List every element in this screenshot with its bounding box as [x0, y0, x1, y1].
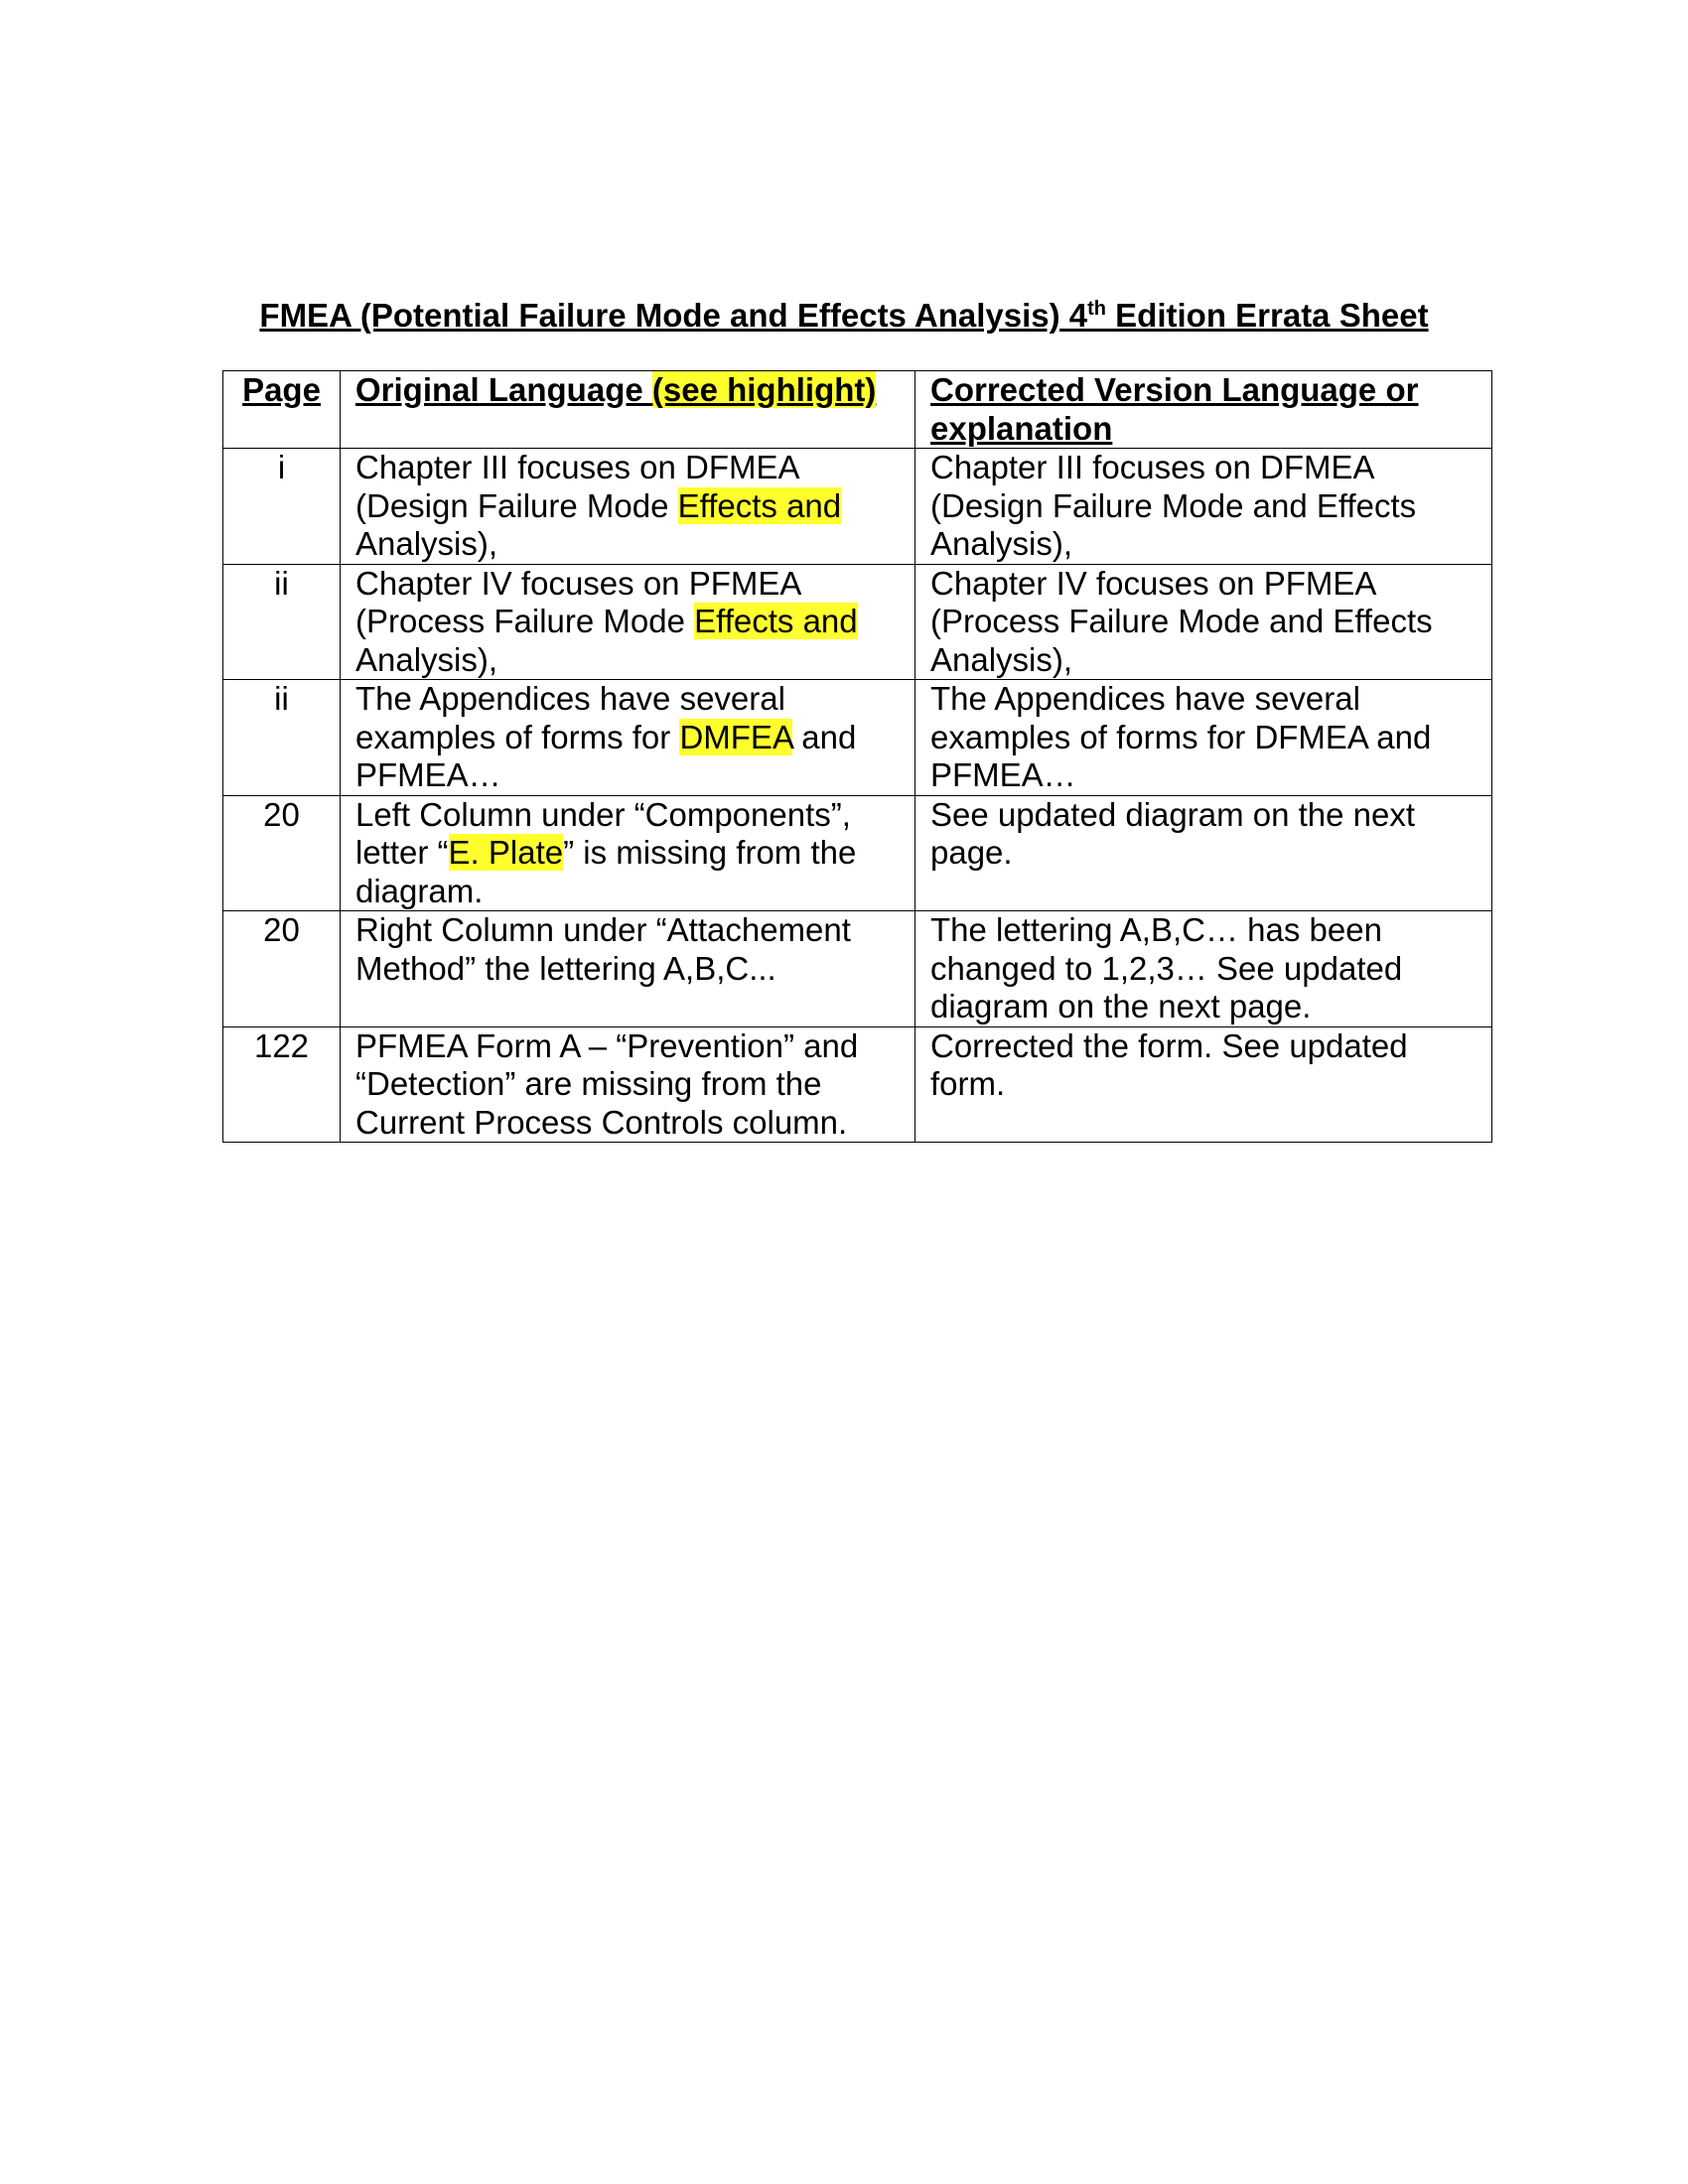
row-corrected-language: The lettering A,B,C… has been changed to 1,2,3… See updated diagram on the next page. [915, 911, 1492, 1027]
header-original-text: Original Language [355, 371, 652, 408]
row-page-number: 20 [223, 911, 341, 1027]
table-row [223, 795, 1492, 911]
original-text-segment: Right Column under “Attachement Method” the lettering A,B,C... [355, 911, 851, 987]
original-text-segment: Left Column under “Components”, letter “ [355, 795, 851, 871]
header-original-language [341, 371, 915, 449]
table-row [223, 1026, 1492, 1143]
table-row [223, 449, 1492, 565]
row-corrected-language: Chapter III focuses on DFMEA (Design Failure Mode and Effects Analysis), [915, 449, 1492, 565]
table-row [223, 564, 1492, 680]
row-page-number: ii [223, 680, 341, 796]
table-row [223, 911, 1492, 1027]
row-original-language [341, 911, 915, 1027]
title-prefix: FMEA (Potential Failure Mode and Effects Analysis) 4 [259, 297, 1088, 334]
table-row [223, 680, 1492, 796]
row-page-number: 20 [223, 795, 341, 911]
highlighted-text: E. Plate [448, 834, 564, 871]
row-corrected-language: Corrected the form. See updated form. [915, 1026, 1492, 1143]
row-corrected-language: See updated diagram on the next page. [915, 795, 1492, 911]
title-superscript: th [1087, 298, 1106, 320]
row-original-language [341, 564, 915, 680]
errata-header-row [223, 371, 1492, 449]
row-original-language [341, 680, 915, 796]
original-text-segment: ” is missing from the diagram. [355, 834, 857, 909]
row-page-number: ii [223, 564, 341, 680]
page-title [0, 296, 1688, 336]
original-text-segment: Analysis), [355, 640, 498, 678]
errata-body [223, 449, 1492, 1143]
highlighted-text: DMFEA [679, 718, 793, 755]
row-original-language [341, 795, 915, 911]
row-page-number: i [223, 449, 341, 565]
row-page-number: 122 [223, 1026, 341, 1143]
original-text-segment: PFMEA Form A – “Prevention” and “Detection” are missing from the Current Process Controls column. [355, 1026, 859, 1141]
title-suffix: Edition Errata Sheet [1106, 297, 1429, 334]
row-corrected-language: The Appendices have several examples of forms for DFMEA and PFMEA… [915, 680, 1492, 796]
original-text-segment: and PFMEA… [355, 718, 857, 793]
header-corrected-language: Corrected Version Language or explanation [915, 371, 1492, 449]
highlighted-text: Effects and [694, 603, 858, 639]
original-text-segment: The Appendices have several examples of forms for [355, 680, 785, 755]
row-original-language [341, 449, 915, 565]
original-text-segment: Analysis), [355, 525, 498, 562]
errata-table [222, 370, 1492, 1143]
original-text-segment: Chapter III focuses on DFMEA (Design Failure Mode [355, 449, 798, 524]
highlighted-text: Effects and [677, 486, 842, 524]
header-page: Page [223, 371, 341, 449]
header-original-highlight: (see highlight) [651, 371, 877, 408]
original-text-segment: Chapter IV focuses on PFMEA (Process Failure Mode [355, 564, 800, 639]
row-corrected-language: Chapter IV focuses on PFMEA (Process Failure Mode and Effects Analysis), [915, 564, 1492, 680]
row-original-language [341, 1026, 915, 1143]
